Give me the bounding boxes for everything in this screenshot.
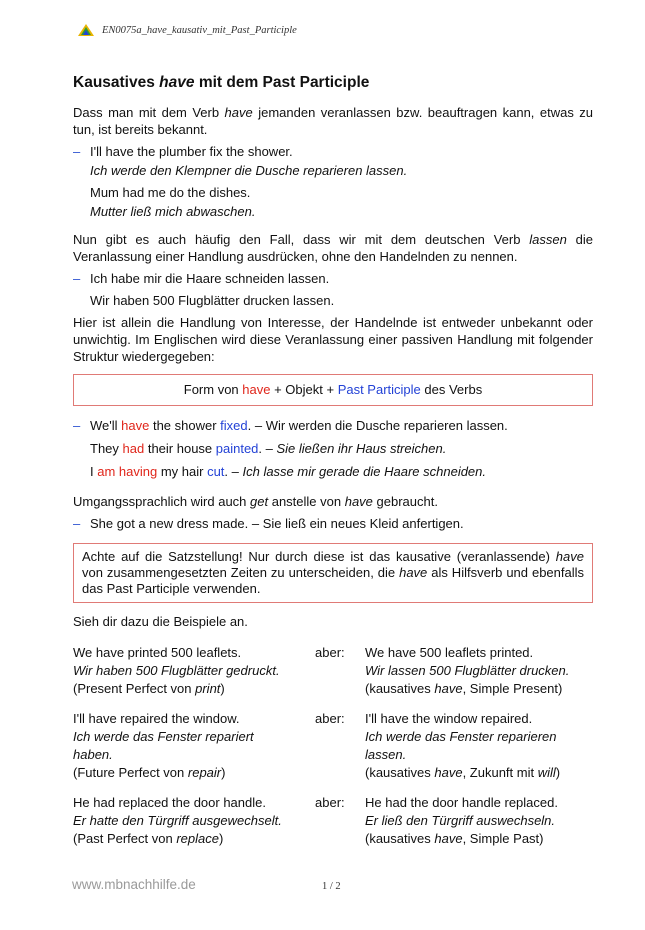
example-block-1: – I'll have the plumber fix the shower. Ich werde den Klempner die Dusche reparieren lassen. Mum had me do the dishes. Mutter ließ mich abwaschen.	[73, 142, 593, 221]
dash-bullet: –	[73, 144, 81, 159]
right-german: Ich werde das Fenster reparieren lassen.	[365, 729, 557, 762]
right-note: (kausatives have, Simple Present)	[365, 681, 563, 696]
logo-icon	[78, 24, 94, 36]
document-body	[73, 74, 593, 848]
right-english: I'll have the window repaired.	[365, 711, 533, 726]
left-german: Wir haben 500 Flugblätter gedruckt.	[73, 663, 280, 678]
comparison-row	[73, 644, 593, 698]
paragraph-get: Umgangssprachlich wird auch get anstelle von have gebraucht.	[73, 494, 438, 509]
left-note: (Future Perfect von repair)	[73, 765, 226, 780]
example-sentence: Mum had me do the dishes.	[90, 185, 251, 200]
dash-bullet: –	[73, 418, 81, 433]
page-title: Kausatives have mit dem Past Participle	[73, 74, 370, 91]
aber-label: aber:	[315, 711, 345, 726]
paragraph-lassen: Nun gibt es auch häufig den Fall, dass wir mit dem deutschen Verb lassen die Veranlassung einer Handlung ausdrücken, ohne den Handelnden zu nennen.	[73, 232, 593, 264]
example-sentence: Wir haben 500 Flugblätter drucken lassen.	[90, 293, 335, 308]
left-english: I'll have repaired the window.	[73, 711, 240, 726]
right-german: Wir lassen 500 Flugblätter drucken.	[365, 663, 570, 678]
paragraph-examples-intro: Sieh dir dazu die Beispiele an.	[73, 614, 248, 629]
left-english: We have printed 500 leaflets.	[73, 645, 242, 660]
aber-label: aber:	[315, 795, 345, 810]
dash-bullet: –	[73, 271, 81, 286]
footer-url: www.mbnachhilfe.de	[72, 877, 196, 892]
document-filename: EN0075a_have_kausativ_mit_Past_Participle	[102, 24, 297, 36]
comparison-row	[73, 794, 593, 848]
page-number: 1 / 2	[322, 881, 341, 892]
example-translation: Ich werde den Klempner die Dusche reparieren lassen.	[90, 163, 408, 178]
example-sentence: They had their house painted. – Sie ließen ihr Haus streichen.	[90, 441, 447, 456]
paragraph-structure: Hier ist allein die Handlung von Interesse, der Handelnde ist entweder unbekannt oder unwichtig. Im Englischen wird diese Veranlassung einer passiven Handlung mit folgender Struktur wiedergegeben:	[73, 315, 593, 364]
left-english: He had replaced the door handle.	[73, 795, 266, 810]
comparison-row	[73, 710, 593, 782]
left-german: Er hatte den Türgriff ausgewechselt.	[73, 813, 282, 828]
right-german: Er ließ den Türgriff auswechseln.	[365, 813, 556, 828]
left-german: Ich werde das Fenster repariert haben.	[73, 729, 254, 762]
left-note: (Past Perfect von replace)	[73, 831, 224, 846]
example-block-3: – We'll have the shower fixed. – Wir werden die Dusche reparieren lassen. They had their house painted. – Sie ließen ihr Haus streichen. I am having my hair cut. – Ich lasse mir gerade die Haare schneiden.	[73, 416, 593, 481]
page-header	[78, 24, 297, 36]
example-translation: Mutter ließ mich abwaschen.	[90, 204, 256, 219]
note-box: Achte auf die Satzstellung! Nur durch diese ist das kausative (veranlassende) have von zusammengesetzten Zeiten zu unterscheiden, die have als Hilfsverb und ebenfalls das Past Participle verwenden.	[73, 543, 593, 603]
dash-bullet: –	[73, 516, 81, 531]
aber-label: aber:	[315, 645, 345, 660]
formula-box: Form von have + Objekt + Past Participle des Verbs	[73, 374, 593, 406]
right-english: He had the door handle replaced.	[365, 795, 558, 810]
right-english: We have 500 leaflets printed.	[365, 645, 534, 660]
right-note: (kausatives have, Zukunft mit will)	[365, 765, 561, 780]
example-block-4: – She got a new dress made. – Sie ließ ein neues Kleid anfertigen.	[73, 516, 464, 531]
example-sentence: I am having my hair cut. – Ich lasse mir gerade die Haare schneiden.	[90, 464, 487, 479]
intro-paragraph: Dass man mit dem Verb have jemanden veranlassen bzw. beauftragen kann, etwas zu tun, ist bereits bekannt.	[73, 105, 594, 137]
right-note: (kausatives have, Simple Past)	[365, 831, 544, 846]
left-note: (Present Perfect von print)	[73, 681, 225, 696]
example-block-2: – Ich habe mir die Haare schneiden lassen. Wir haben 500 Flugblätter drucken lassen.	[73, 269, 593, 310]
